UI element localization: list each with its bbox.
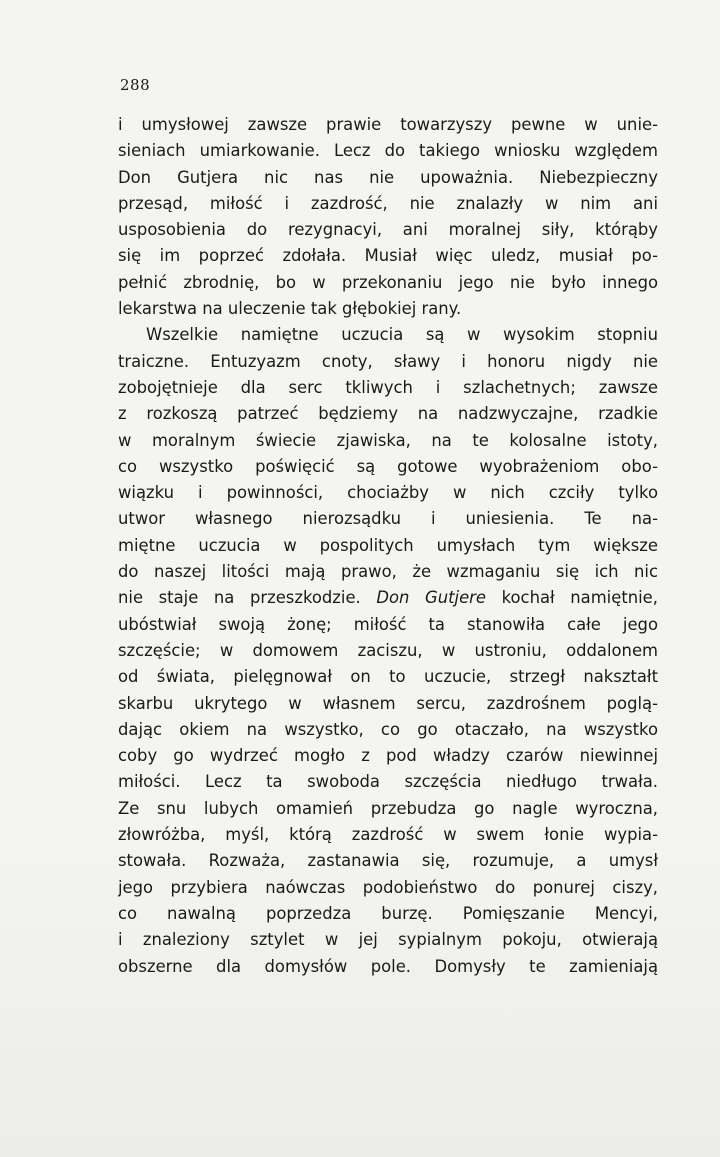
body-text [118,112,658,980]
text-line: jego przybiera naówczas podobieństwo do ponurej ciszy, [118,877,658,897]
text-line: co wszystko poświęcić są gotowe wyobrażeniom obo- [118,456,658,476]
text-line: się im poprzeć zdołała. Musiał więc uledz, musiał po- [118,246,658,266]
text-segment: kochał namiętnie, [486,588,658,608]
text-line: lekarstwa na uleczenie tak głębokiej rany. [118,299,462,319]
text-line: miętne uczucia w pospolitych umysłach tym większe [118,535,658,555]
text-line: stowała. Rozważa, zastanawia się, rozumuje, a umysł [118,851,658,871]
text-line: i umysłowej zawsze prawie towarzyszy pewne w unie- [118,115,658,134]
text-line: z rozkoszą patrzeć będziemy na nadzwyczajne, rzadkie [118,404,658,424]
text-line: dając okiem na wszystko, co go otaczało, na wszystko [118,719,658,739]
text-line-with-italic [118,585,658,611]
italic-name: Don Gutjere [376,588,486,608]
text-line: w moralnym świecie zjawiska, na te kolosalne istoty, [118,430,658,450]
text-line: Wszelkie namiętne uczucia są w wysokim stopniu [146,325,658,345]
text-line: utwor własnego nierozsądku i uniesienia. Te na- [118,509,658,529]
text-line: złowróżba, myśl, którą zazdrość w swem łonie wypia- [118,825,658,845]
text-segment: nie staje na przeszkodzie. [118,588,377,608]
text-line: wiązku i powinności, chociażby w nich czciły tylko [118,483,658,503]
text-line: sieniach umiarkowanie. Lecz do takiego wniosku względem [118,141,658,161]
text-line: i znaleziony sztylet w jej sypialnym pokoju, otwierają [118,930,658,950]
text-line: usposobienia do rezygnacyi, ani moralnej siły, którąby [118,220,658,240]
text-line: miłości. Lecz ta swoboda szczęścia niedługo trwała. [118,772,658,792]
text-line: skarbu ukrytego w własnem sercu, zazdrośnem poglą- [118,693,658,713]
text-line: obszerne dla domysłów pole. Domysły te zamieniają [118,956,658,976]
text-line: traiczne. Entuzyazm cnoty, sławy i honoru nigdy nie [118,351,658,371]
text-line: do naszej litości mają prawo, że wzmaganiu się ich nic [118,562,658,582]
text-line: ubóstwiał swoją żonę; miłość ta stanowiła całe jego [118,614,658,634]
text-line: szczęście; w domowem zaciszu, w ustroniu, oddalonem [118,640,658,660]
text-line: co nawalną poprzedza burzę. Pomięszanie Mencyi, [118,903,658,923]
text-line: pełnić zbrodnię, bo w przekonaniu jego nie było innego [118,272,658,292]
text-line: zobojętnieje dla serc tkliwych i szlachetnych; zawsze [118,377,658,397]
text-line: Don Gutjera nic nas nie upoważnia. Niebezpieczny [118,167,658,187]
text-line: Ze snu lubych omamień przebudza go nagle wyroczna, [118,798,658,818]
page-number: 288 [120,76,151,94]
text-line: od świata, pielęgnował on to uczucie, strzegł nakształt [118,667,658,687]
text-line: coby go wydrzeć mogło z pod władzy czarów niewinnej [118,746,658,766]
text-line: przesąd, miłość i zazdrość, nie znalazły w nim ani [118,193,658,213]
